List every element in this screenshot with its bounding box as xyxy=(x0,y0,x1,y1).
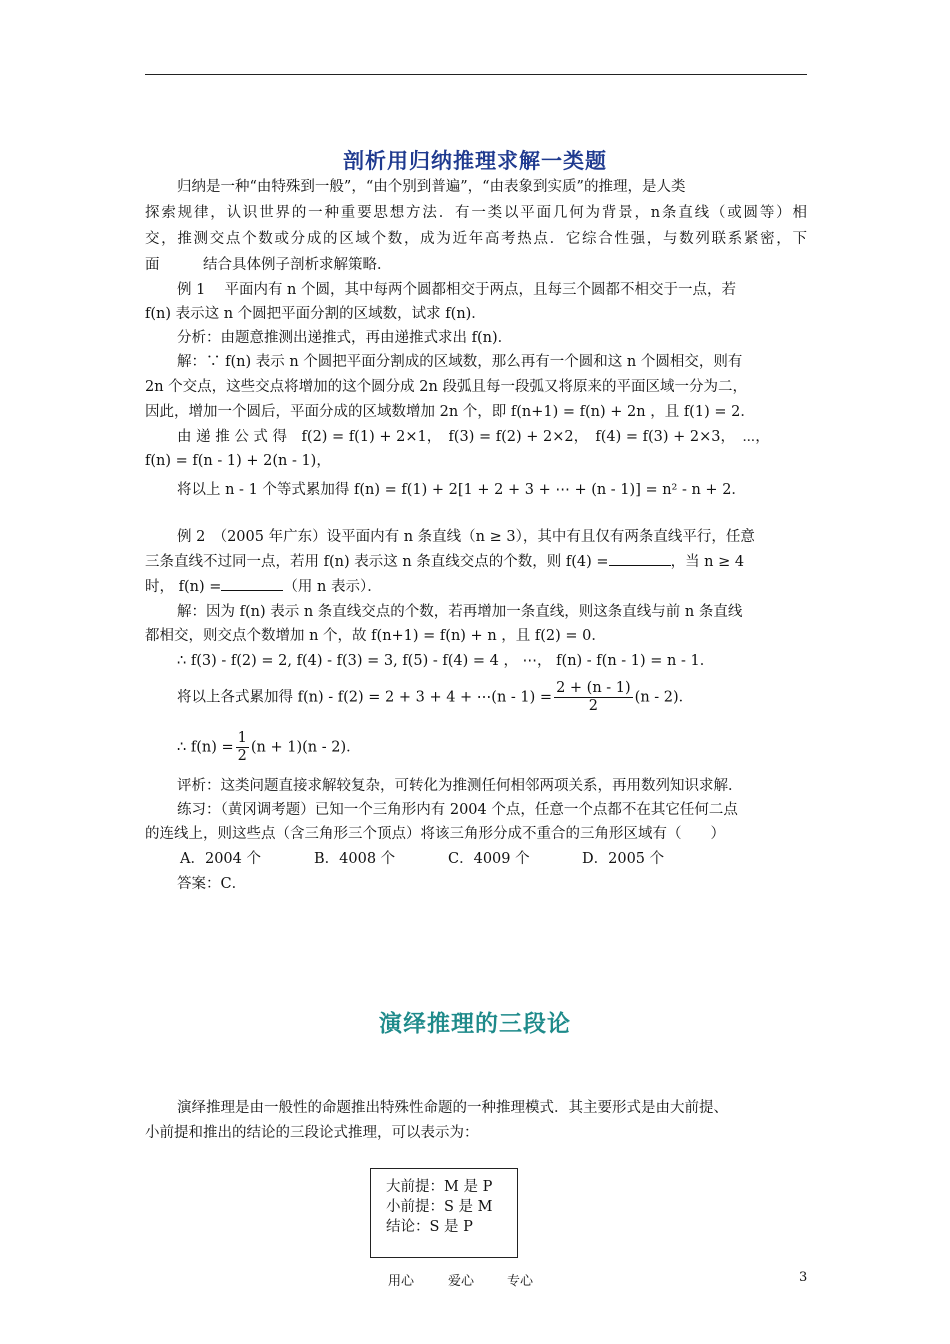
answer-blank-2[interactable] xyxy=(221,576,283,591)
example2-solution-2: 都相交，则交点个数增加 n 个，故 f(n+1) = f(n) + n ，且 f(2) = 0． xyxy=(145,628,606,644)
option-d: D．2005 个 xyxy=(582,851,665,867)
intro-line-3: 交，推测交点个数或分成的区域个数，成为近年高考热点．它综合性强，与数列联系紧密，下 xyxy=(145,231,807,247)
example2-line-3 xyxy=(145,576,382,597)
example1-sum: 将以上 n - 1 个等式累加得 f(n) = f(1) + 2[1 + 2 + 3 + ⋯ + (n - 1)] = n² - n + 2． xyxy=(177,482,746,498)
fraction-half-denominator: 2 xyxy=(237,748,247,764)
example2-line-3-text: 时， f(n) = xyxy=(145,579,222,595)
deduction-line-1: 演绎推理是由一般性的命题推出特殊性命题的一种推理模式．其主要形式是由大前提、 xyxy=(177,1100,728,1116)
exercise-options xyxy=(180,849,716,869)
intro-line-2: 探索规律，认识世界的一种重要思想方法．有一类以平面几何为背景，n条直线（或圆等）相 xyxy=(145,205,807,221)
example2-line-2-tail: ，当 n ≥ 4 xyxy=(670,554,745,570)
major-premise: 大前提：M 是 P xyxy=(386,1179,493,1195)
option-c: C．4009 个 xyxy=(448,851,530,867)
example1-line-1: 例 1 平面内有 n 个圆，其中每两个圆都相交于两点，且每三个圆都不相交于一点，若 xyxy=(177,282,736,298)
example1-solution-3: 因此，增加一个圆后，平面分成的区域数增加 2n 个，即 f(n+1) = f(n) + 2n ，且 f(1) = 2． xyxy=(145,404,755,420)
example2-result xyxy=(177,730,361,765)
example1-recurrence-general: f(n) = f(n - 1) + 2(n - 1)， xyxy=(145,453,331,469)
fraction-half xyxy=(236,730,249,765)
deduction-line-2: 小前提和推出的结论的三段论式推理，可以表示为： xyxy=(145,1125,479,1141)
example2-line-3-tail: （用 n 表示）． xyxy=(283,579,382,595)
intro-line-4: 面 结合具体例子剖析求解策略． xyxy=(145,257,392,273)
fraction-sum-denominator: 2 xyxy=(588,698,598,714)
exercise-answer: 答案：C． xyxy=(177,876,247,892)
footer-motto-1: 用心 xyxy=(388,1274,415,1289)
footer-motto-3: 专心 xyxy=(507,1274,534,1289)
example2-sum-tail: (n - 2)． xyxy=(634,689,694,706)
fraction-sum xyxy=(554,680,633,715)
example2-line-2-text: 三条直线不过同一点，若用 f(n) 表示这 n 条直线交点的个数，则 f(4) = xyxy=(145,554,609,570)
example2-result-tail: (n + 1)(n - 2)． xyxy=(250,739,361,756)
example2-sum-text: 将以上各式累加得 f(n) - f(2) = 2 + 3 + 4 + ⋯(n - 1) = xyxy=(177,689,553,706)
example2-result-text: ∴ f(n) = xyxy=(177,739,234,756)
exercise-line-1: 练习：（黄冈调考题）已知一个三角形内有 2004 个点，任意一个点都不在其它任何二点 xyxy=(177,802,738,818)
option-b: B．4008 个 xyxy=(314,851,396,867)
example2-sum xyxy=(177,680,693,715)
example1-solution-2: 2n 个交点，这些交点将增加的这个圆分成 2n 段弧且每一段弧又将原来的平面区域一分为二， xyxy=(145,379,747,395)
conclusion: 结论：S 是 P xyxy=(386,1219,473,1235)
exercise-line-2: 的连线上，则这些点（含三角形三个顶点）将该三角形分成不重合的三角形区域有（ ） xyxy=(145,826,725,842)
fraction-sum-numerator: 2 + (n - 1) xyxy=(556,680,631,696)
example1-analysis: 分析：由题意推测出递推式，再由递推式求出 f(n)． xyxy=(177,330,513,346)
example2-differences: ∴ f(3) - f(2) = 2, f(4) - f(3) = 3, f(5) - f(4) = 4 ， ⋯， f(n) - f(n - 1) = n - 1． xyxy=(177,653,715,669)
example1-recurrence: 由 递 推 公 式 得 f(2) = f(1) + 2×1， f(3) = f(2) + 2×2， f(4) = f(3) + 2×3， ⋯， xyxy=(177,429,770,445)
option-a: A．2004 个 xyxy=(180,851,261,867)
example2-line-2 xyxy=(145,551,744,572)
example1-solution-1: 解：∵ f(n) 表示 n 个圆把平面分割成的区域数，那么再有一个圆和这 n 个圆相交，则有 xyxy=(177,354,743,370)
fraction-half-numerator: 1 xyxy=(237,730,247,746)
minor-premise: 小前提：S 是 M xyxy=(386,1199,493,1215)
syllogism-box xyxy=(370,1168,518,1258)
section-title-deduction: 演绎推理的三段论 xyxy=(379,1011,571,1037)
review-line: 评析：这类问题直接求解较复杂，可转化为推测任何相邻两项关系，再用数列知识求解． xyxy=(177,778,743,794)
header-rule xyxy=(145,74,807,75)
page-number: 3 xyxy=(799,1270,808,1285)
example2-line-1: 例 2 （2005 年广东）设平面内有 n 条直线（n ≥ 3），其中有且仅有两条直线平行，任意 xyxy=(177,529,755,545)
example1-line-2: f(n) 表示这 n 个圆把平面分割的区域数，试求 f(n)． xyxy=(145,306,486,322)
answer-blank-1[interactable] xyxy=(609,551,671,566)
example2-solution-1: 解：因为 f(n) 表示 n 条直线交点的个数，若再增加一条直线，则这条直线与前 n 条直线 xyxy=(177,604,743,620)
intro-line-1: 归纳是一种“由特殊到一般”，“由个别到普遍”，“由表象到实质”的推理，是人类 xyxy=(177,179,686,195)
section-title-induction: 剖析用归纳推理求解一类题 xyxy=(343,149,607,173)
footer-motto-2: 爱心 xyxy=(448,1274,475,1289)
